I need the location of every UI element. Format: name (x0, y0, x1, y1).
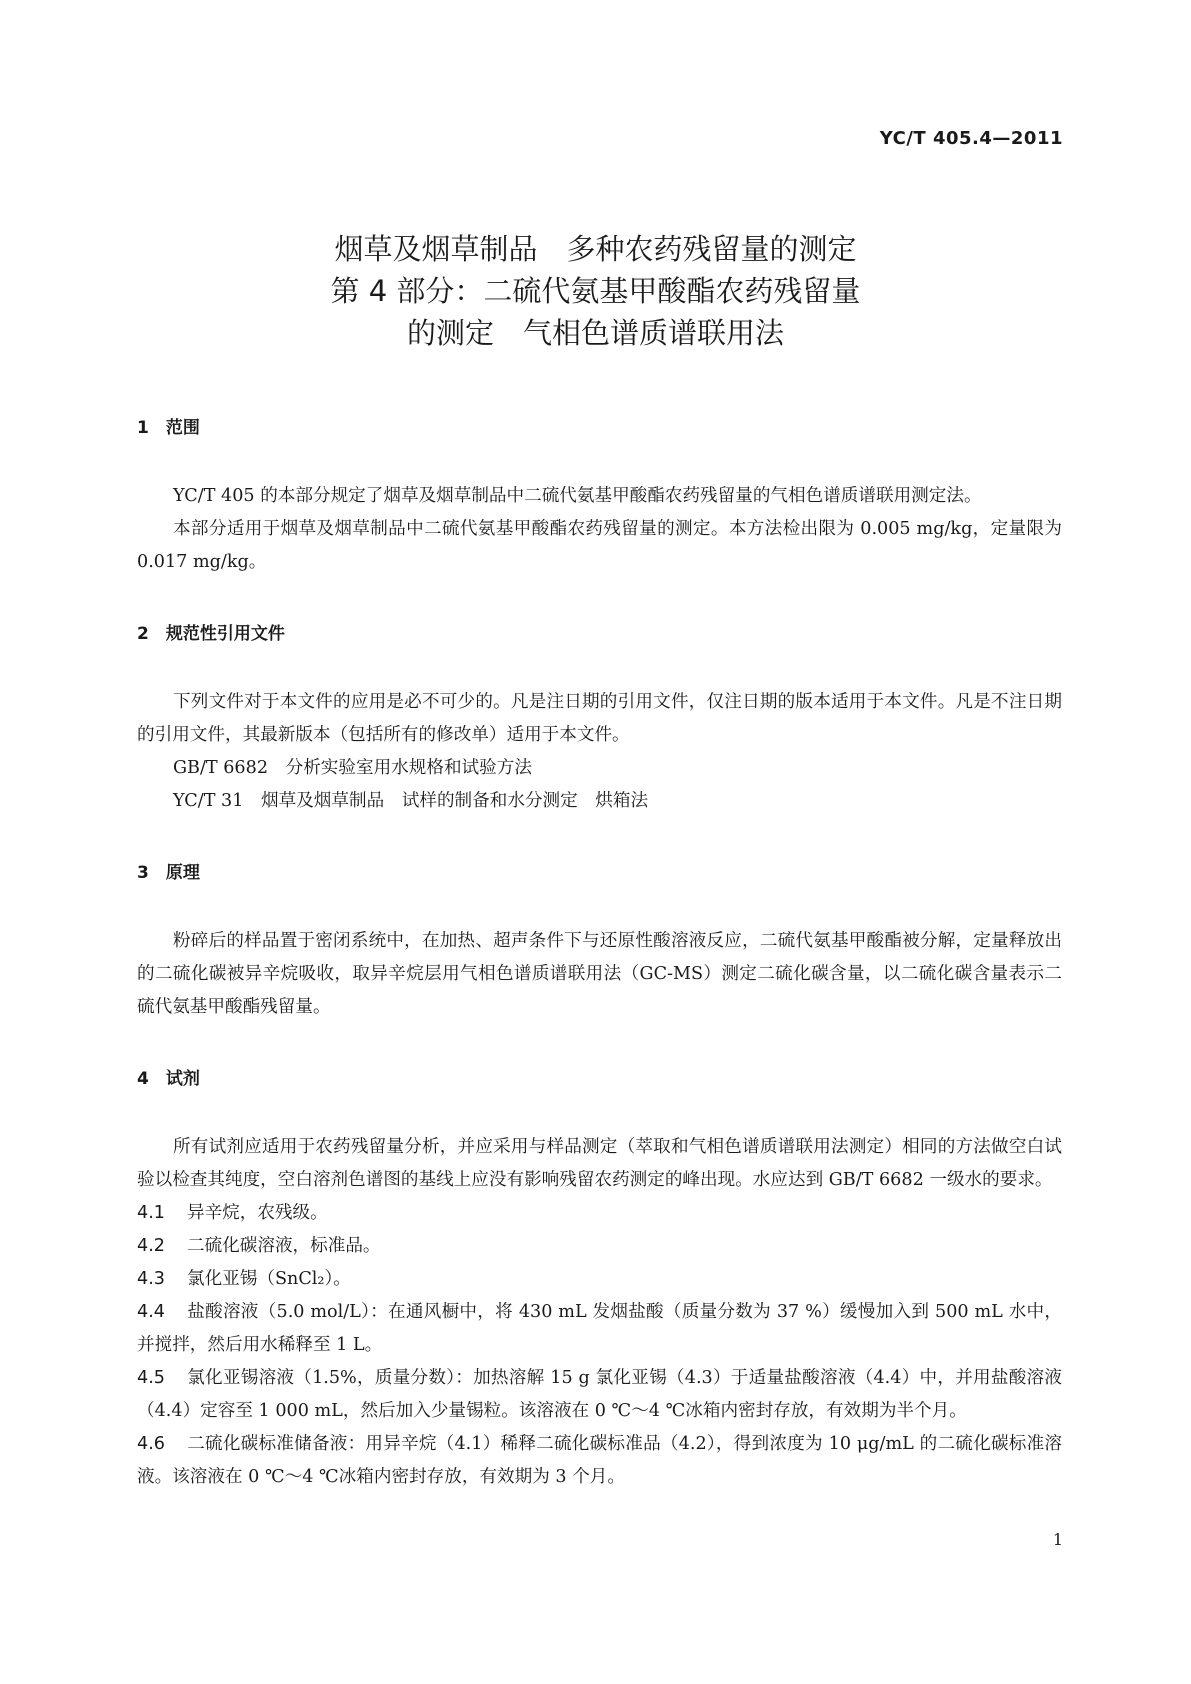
reagent-item-number: 4.5 (137, 1368, 165, 1388)
scope-paragraph-1: YC/T 405 的本部分规定了烟草及烟草制品中二硫代氨基甲酸酯农药残留量的气相色谱质谱联用测定法。 (173, 486, 982, 506)
reference-gb-t-6682: GB/T 6682 分析实验室用水规格和试验方法 (173, 758, 532, 778)
title-line-2: 第 4 部分：二硫代氨基甲酸酯农药残留量 (330, 274, 861, 308)
section-heading-principle: 3 原理 (137, 863, 200, 883)
document-title (0, 228, 1191, 354)
section-heading-normative-references: 2 规范性引用文件 (137, 624, 285, 644)
section-heading-scope: 1 范围 (137, 418, 200, 438)
reagent-item-number: 4.3 (137, 1269, 165, 1289)
page-number: 1 (1052, 1530, 1063, 1549)
reagent-item (137, 1197, 1062, 1230)
reagent-item-number: 4.2 (137, 1236, 165, 1256)
document-body (137, 414, 1062, 1494)
principle-paragraph: 粉碎后的样品置于密闭系统中，在加热、超声条件下与还原性酸溶液反应，二硫代氨基甲酸酯被分解，定量释放出的二硫化碳被异辛烷吸收，取异辛烷层用气相色谱质谱联用法（GC-MS）测定二硫化碳含量，以二硫化碳含量表示二硫代氨基甲酸酯残留量。 (137, 931, 1062, 1017)
reagent-item-number: 4.1 (137, 1203, 165, 1223)
reagent-item-text: 盐酸溶液（5.0 mol/L）：在通风橱中，将 430 mL 发烟盐酸（质量分数为 37 %）缓慢加入到 500 mL 水中，并搅拌，然后用水稀释至 1 L。 (137, 1302, 1062, 1355)
reagent-item-text: 氯化亚锡溶液（1.5%，质量分数）：加热溶解 15 g 氯化亚锡（4.3）于适量盐酸溶液（4.4）中，并用盐酸溶液（4.4）定容至 1 000 mL，然后加入少量锡粒。该溶液在 0 ℃～4 ℃冰箱内密封存放，有效期为半个月。 (137, 1368, 1062, 1421)
references-paragraph: 下列文件对于本文件的应用是必不可少的。凡是注日期的引用文件，仅注日期的版本适用于本文件。凡是不注日期的引用文件，其最新版本（包括所有的修改单）适用于本文件。 (137, 692, 1062, 745)
reagent-item (137, 1428, 1062, 1494)
reagent-item (137, 1296, 1062, 1362)
reagent-item-text: 二硫化碳标准储备液：用异辛烷（4.1）稀释二硫化碳标准品（4.2），得到浓度为 10 μg/mL 的二硫化碳标准溶液。该溶液在 0 ℃～4 ℃冰箱内密封存放，有效期为 3 个月。 (137, 1434, 1062, 1487)
reagent-item (137, 1362, 1062, 1428)
scope-paragraph-2: 本部分适用于烟草及烟草制品中二硫代氨基甲酸酯农药残留量的测定。本方法检出限为 0.005 mg/kg，定量限为 0.017 mg/kg。 (137, 519, 1062, 572)
reference-yc-t-31: YC/T 31 烟草及烟草制品 试样的制备和水分测定 烘箱法 (173, 791, 649, 811)
reagent-item-number: 4.4 (137, 1302, 165, 1322)
reagent-item-text: 氯化亚锡（SnCl₂）。 (186, 1269, 351, 1289)
reagent-item-text: 二硫化碳溶液，标准品。 (186, 1236, 381, 1256)
title-line-1: 烟草及烟草制品 多种农药残留量的测定 (334, 232, 857, 266)
reagent-item-number: 4.6 (137, 1434, 165, 1454)
reagent-item (137, 1263, 1062, 1296)
reagents-paragraph: 所有试剂应适用于农药残留量分析，并应采用与样品测定（萃取和气相色谱质谱联用法测定）相同的方法做空白试验以检查其纯度，空白溶剂色谱图的基线上应没有影响残留农药测定的峰出现。水应达到 GB/T 6682 一级水的要求。 (137, 1137, 1062, 1190)
reagent-item-text: 异辛烷，农残级。 (186, 1203, 328, 1223)
title-line-3: 的测定 气相色谱质谱联用法 (406, 316, 784, 350)
section-heading-reagents: 4 试剂 (137, 1069, 200, 1089)
standard-code: YC/T 405.4—2011 (879, 128, 1063, 149)
reagent-item (137, 1230, 1062, 1263)
